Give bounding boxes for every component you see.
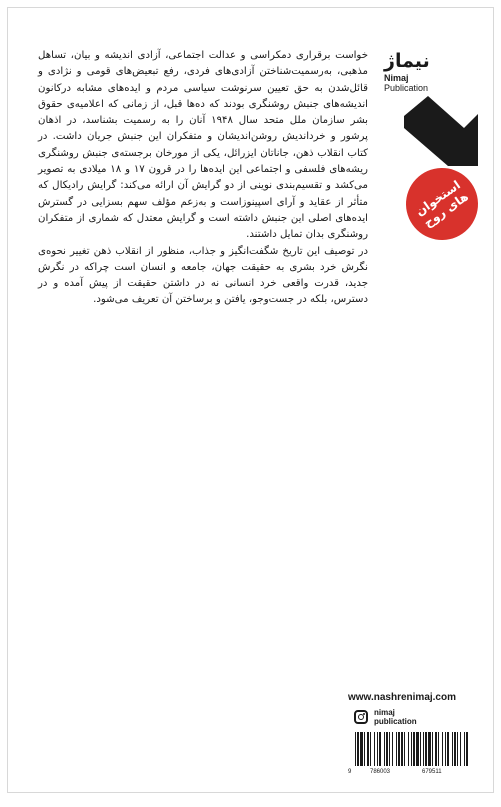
barcode-bar <box>355 732 356 766</box>
barcode-bar <box>401 732 403 766</box>
series-badge-text: استخوان های روح <box>412 177 471 231</box>
book-back-cover <box>7 7 494 793</box>
barcode-group-1: 786003 <box>370 769 391 775</box>
barcode-bar <box>360 732 363 766</box>
barcode-bar <box>357 732 359 766</box>
barcode-bar <box>404 732 405 766</box>
chevron-shape <box>404 96 478 166</box>
publisher-name-suffix: Publication <box>384 83 429 93</box>
barcode-bar <box>452 732 453 766</box>
barcode-bar <box>374 732 375 766</box>
instagram-handle <box>354 708 417 726</box>
barcode-bar <box>454 732 456 766</box>
barcode-bar <box>432 732 433 766</box>
barcode-bars <box>354 732 470 770</box>
barcode-bar <box>392 732 393 766</box>
barcode-bar <box>367 732 369 766</box>
barcode-bar <box>457 732 458 766</box>
barcode-bar <box>445 732 446 766</box>
barcode-bar <box>438 732 439 766</box>
publisher-logo <box>384 50 454 93</box>
barcode-bar <box>464 732 465 766</box>
publisher-name: Nimaj <box>384 73 409 83</box>
barcode-bar <box>411 732 412 766</box>
barcode-bar <box>413 732 415 766</box>
barcode-bar <box>416 732 419 766</box>
barcode-bar <box>364 732 365 766</box>
barcode-bar <box>442 732 443 766</box>
barcode-bar <box>428 732 431 766</box>
barcode-bar <box>370 732 371 766</box>
barcode-bar <box>384 732 385 766</box>
instagram-label-line2: publication <box>374 717 417 726</box>
publisher-logo-word: نیماژ <box>384 50 430 72</box>
blurb-paragraph-2: در توصیف این تاریخ شگفت‌انگیز و جذاب، منظور از انقلاب ذهن تغییر نحوه‌ی نگرش خرد بشری به حقیقت جهان، جامعه و انسان است چراکه در نگرش جدید، قدرت واقعی خرد انسانی نه در داشتن حقیقت از پیش آمده و در دسترس، بلکه در جست‌وجو، یافتن و برساختن آن تعریف می‌شود. <box>38 245 368 306</box>
isbn-barcode <box>348 732 470 780</box>
barcode-lead-digit: 9 <box>348 769 352 775</box>
barcode-bar <box>425 732 427 766</box>
instagram-label-line1: nimaj <box>374 708 395 717</box>
instagram-icon <box>354 710 368 724</box>
barcode-bar <box>466 732 468 766</box>
publisher-website: www.nashrenimaj.com <box>348 692 456 703</box>
barcode-bar <box>408 732 409 766</box>
barcode-bar <box>389 732 390 766</box>
barcode-bar <box>398 732 400 766</box>
instagram-label <box>374 708 417 726</box>
barcode-bar <box>420 732 421 766</box>
barcode-group-2: 679511 <box>422 769 442 775</box>
barcode-bar <box>379 732 381 766</box>
barcode-bar <box>386 732 388 766</box>
barcode-bar <box>396 732 397 766</box>
barcode-bar <box>423 732 424 766</box>
barcode-bar <box>377 732 378 766</box>
barcode-bar <box>435 732 437 766</box>
barcode-bar <box>447 732 449 766</box>
blurb-paragraph-1: خواست برقراری دمکراسی و عدالت اجتماعی، آزادی اندیشه و بیان، تساهل مذهبی، به‌رسمیت‌شناختن آزادی‌های فردی، رفع تبعیض‌های قومی و نژادی و قائل‌شدن به حق تعیین سرنوشت سیاسی مردم و ایده‌های مشابه درکانون اندیشه‌های جنبش روشنگری بودند که ده‌ها قبل، از زمانی که اعلامیه‌ی حقوق بشر سازمان ملل متحد سال ۱۹۴۸ آنان را به رسمیت بشناسد، در اذهان پرشور و خرداندیش روشن‌اندیشان و متفکران این جنبش جریان داشت. در کتاب انقلاب ذهن، جاناتان ایزرائل، یکی از مورخان برجسته‌ی جنبش روشنگری ریشه‌های فلسفی و اجتماعی این ایده‌ها را در قرون ۱۷ و ۱۸ میلادی به تصویر می‌کشد و تقسیم‌بندی نوینی از دو گرایش آن ارائه می‌کند: گرایش رادیکال که متأثر از عقاید و آرای اسپینوزاست و به‌زعم مؤلف سهم بسزایی در گسترش ایده‌های اصلی این جنبش داشته است و گرایش معتدل که شماری از متفکران روشنگری بدان تمایل داشتند. <box>38 50 368 241</box>
barcode-bar <box>460 732 461 766</box>
